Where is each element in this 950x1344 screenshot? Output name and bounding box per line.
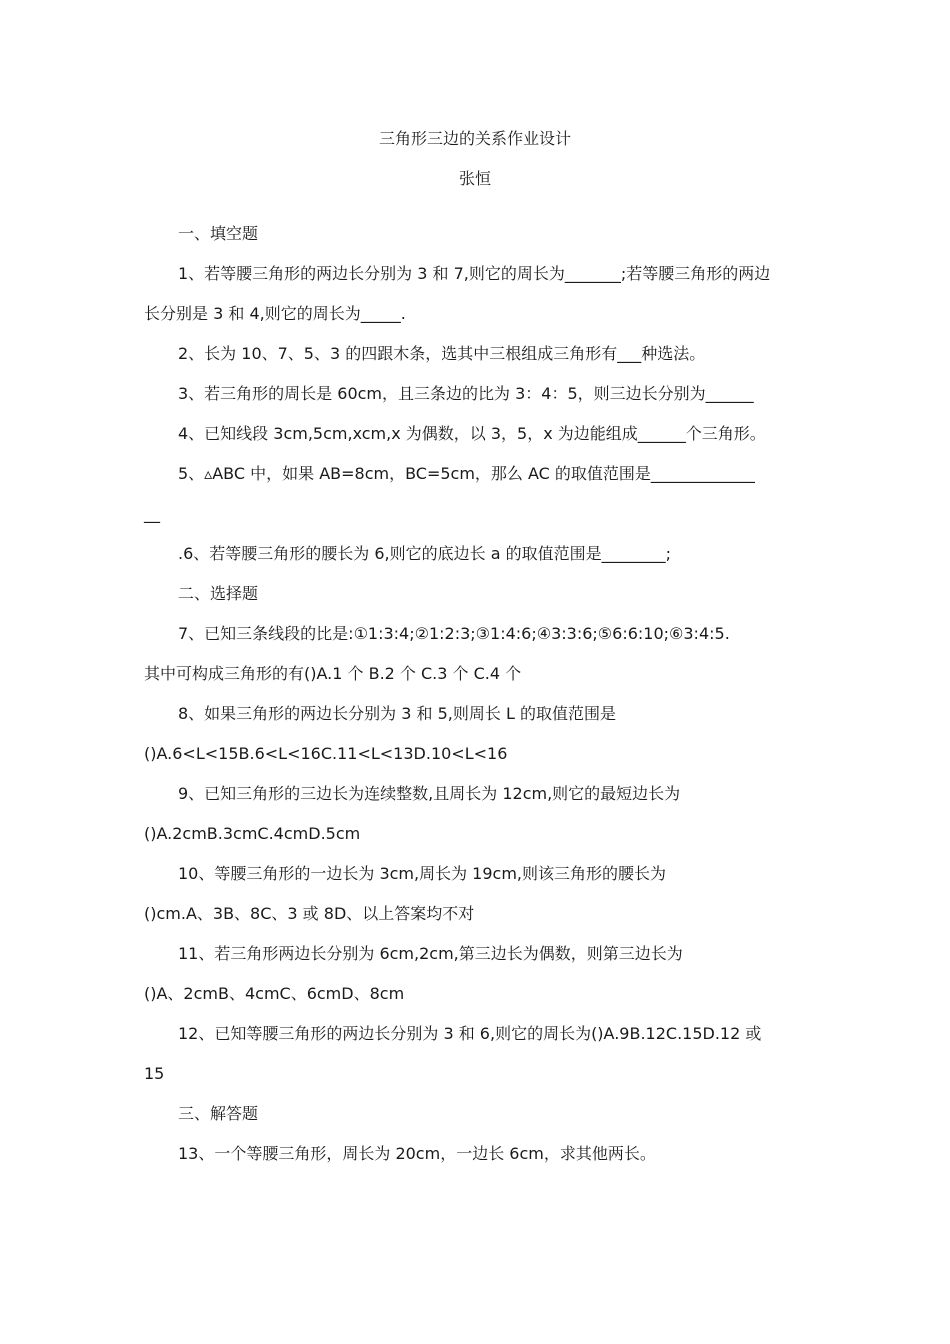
document-author: 张恒 — [458, 169, 491, 188]
question-line: 长分别是 3 和 4,则它的周长为_____. — [144, 304, 406, 323]
question-line: 8、如果三角形的两边长分别为 3 和 5,则周长 L 的取值范围是 — [178, 704, 616, 723]
question-line: 11、若三角形两边长分别为 6cm,2cm,第三边长为偶数，则第三边长为 — [178, 944, 683, 963]
section-heading-answer: 三、解答题 — [178, 1104, 259, 1123]
question-line: 9、已知三角形的三边长为连续整数,且周长为 12cm,则它的最短边长为 — [178, 784, 681, 803]
question-line: 13、一个等腰三角形，周长为 20cm，一边长 6cm，求其他两长。 — [178, 1144, 656, 1163]
question-line: 7、已知三条线段的比是:①1:3:4;②1:2:3;③1:4:6;④3:3:6;⑤6:6:10;⑥3:4:5. — [178, 624, 730, 643]
document-title: 三角形三边的关系作业设计 — [378, 129, 571, 148]
question-line: 12、已知等腰三角形的两边长分别为 3 和 6,则它的周长为()A.9B.12C.15D.12 或 — [178, 1024, 762, 1043]
question-line: 5、▵ABC 中，如果 AB=8cm，BC=5cm，那么 AC 的取值范围是_____________ — [178, 464, 755, 483]
question-line: 10、等腰三角形的一边长为 3cm,周长为 19cm,则该三角形的腰长为 — [178, 864, 667, 883]
question-line: 4、已知线段 3cm,5cm,xcm,x 为偶数，以 3，5，x 为边能组成______个三角形。 — [178, 424, 766, 443]
question-line: 3、若三角形的周长是 60cm，且三条边的比为 3：4：5，则三边长分别为______ — [178, 384, 754, 403]
question-line: ()A.2cmB.3cmC.4cmD.5cm — [144, 824, 361, 843]
question-line: 2、长为 10、7、5、3 的四跟木条，选其中三根组成三角形有___种选法。 — [178, 344, 706, 363]
section-heading-multiple-choice: 二、选择题 — [178, 584, 259, 603]
question-line: ()A.6<L<15B.6<L<16C.11<L<13D.10<L<16 — [144, 744, 508, 763]
question-line: 15 — [144, 1064, 165, 1083]
question-line: 1、若等腰三角形的两边长分别为 3 和 7,则它的周长为_______;若等腰三角形的两边 — [178, 264, 771, 283]
question-line: ()A、2cmB、4cmC、6cmD、8cm — [144, 984, 405, 1003]
question-line: 其中可构成三角形的有()A.1 个 B.2 个 C.3 个 C.4 个 — [144, 664, 522, 683]
question-line: .6、若等腰三角形的腰长为 6,则它的底边长 a 的取值范围是________; — [178, 544, 671, 563]
section-heading-fill-blank: 一、填空题 — [178, 224, 259, 243]
question-line: ()cm.A、3B、8C、3 或 8D、以上答案均不对 — [144, 904, 475, 923]
question-line: __ — [144, 504, 160, 523]
